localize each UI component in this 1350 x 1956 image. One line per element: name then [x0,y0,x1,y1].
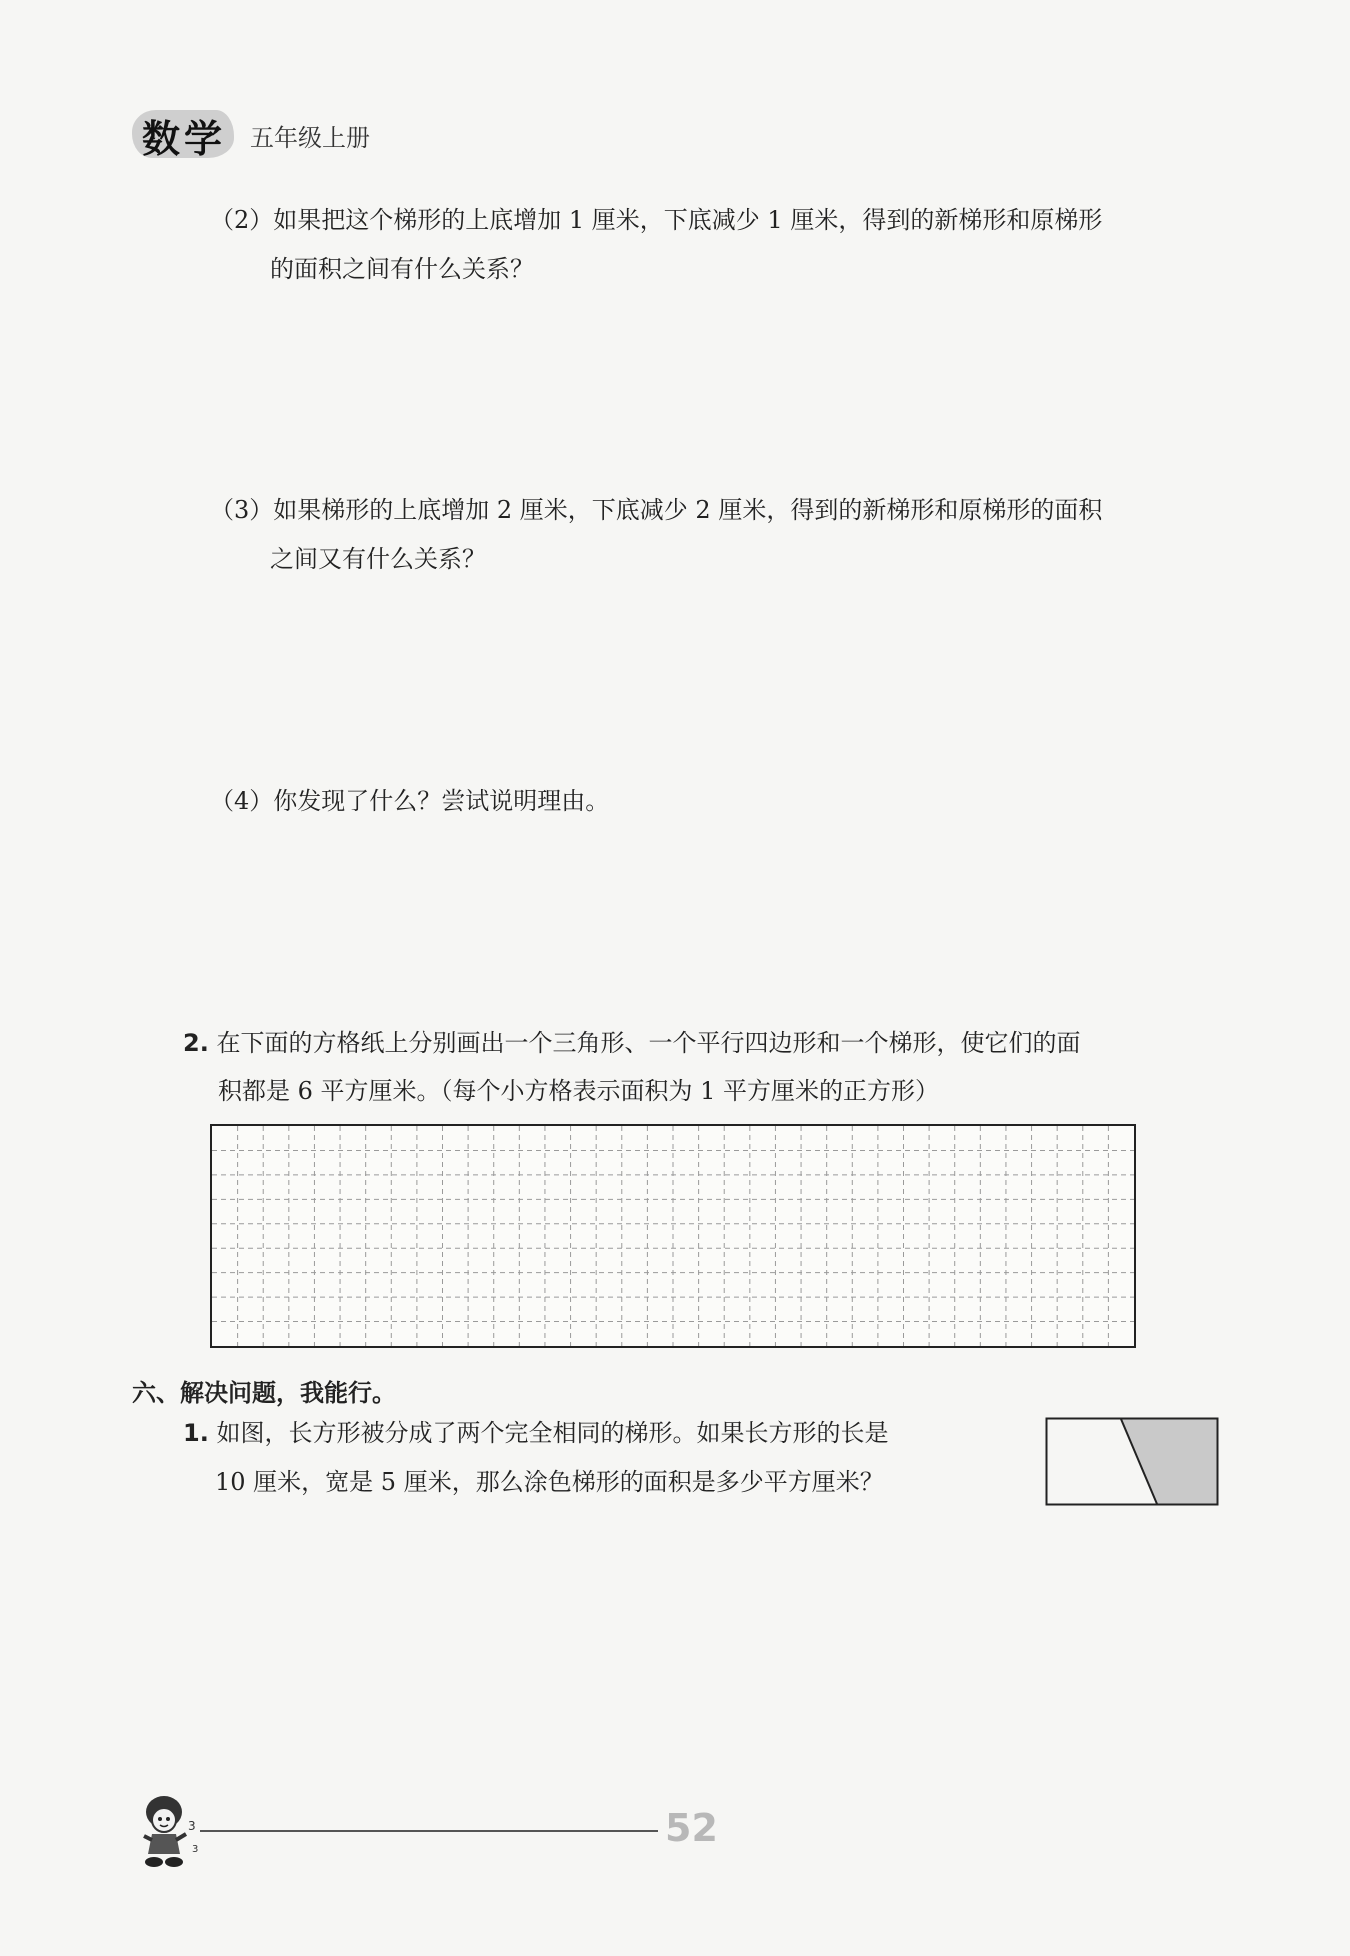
grid-paper[interactable] [210,1124,1136,1348]
grade-label: 五年级上册 [250,124,370,152]
grid-lines [212,1126,1134,1346]
section-6-title: 六、解决问题，我能行。 [132,1379,396,1407]
question-2-line-1: （2）如果把这个梯形的上底增加 1 厘米，下底减少 1 厘米，得到的新梯形和原梯形 [210,206,1103,234]
question-3-line-1: （3）如果梯形的上底增加 2 厘米，下底减少 2 厘米，得到的新梯形和原梯形的面积 [210,496,1103,524]
page-number: 52 [665,1806,718,1850]
rectangle-figure [1045,1417,1219,1506]
question-2-line-2: 的面积之间有什么关系？ [270,255,534,283]
section-6-q1-line-1 [183,1418,888,1448]
section-6-q1-text-1: 如图，长方形被分成了两个完全相同的梯形。如果长方形的长是 [216,1419,889,1447]
task-2-text-1: 在下面的方格纸上分别画出一个三角形、一个平行四边形和一个梯形，使它们的面 [216,1029,1081,1057]
mascot-icon [130,1790,206,1870]
subject-title: 数学 [142,117,227,161]
question-3-line-2: 之间又有什么关系？ [270,545,486,573]
task-2-line-2: 积都是 6 平方厘米。（每个小方格表示面积为 1 平方厘米的正方形） [218,1077,940,1105]
svg-text:3: 3 [188,1819,196,1833]
question-4-line-1: （4）你发现了什么？尝试说明理由。 [210,787,610,815]
section-6-q1-number: 1. [183,1419,209,1447]
footer-rule [200,1830,658,1832]
task-2-line-1 [183,1028,1080,1058]
shaded-trapezoid [1121,1419,1217,1504]
section-6-q1-line-2: 10 厘米，宽是 5 厘米，那么涂色梯形的面积是多少平方厘米？ [215,1468,884,1496]
svg-text:3: 3 [192,1844,199,1855]
task-2-number: 2. [183,1029,209,1057]
